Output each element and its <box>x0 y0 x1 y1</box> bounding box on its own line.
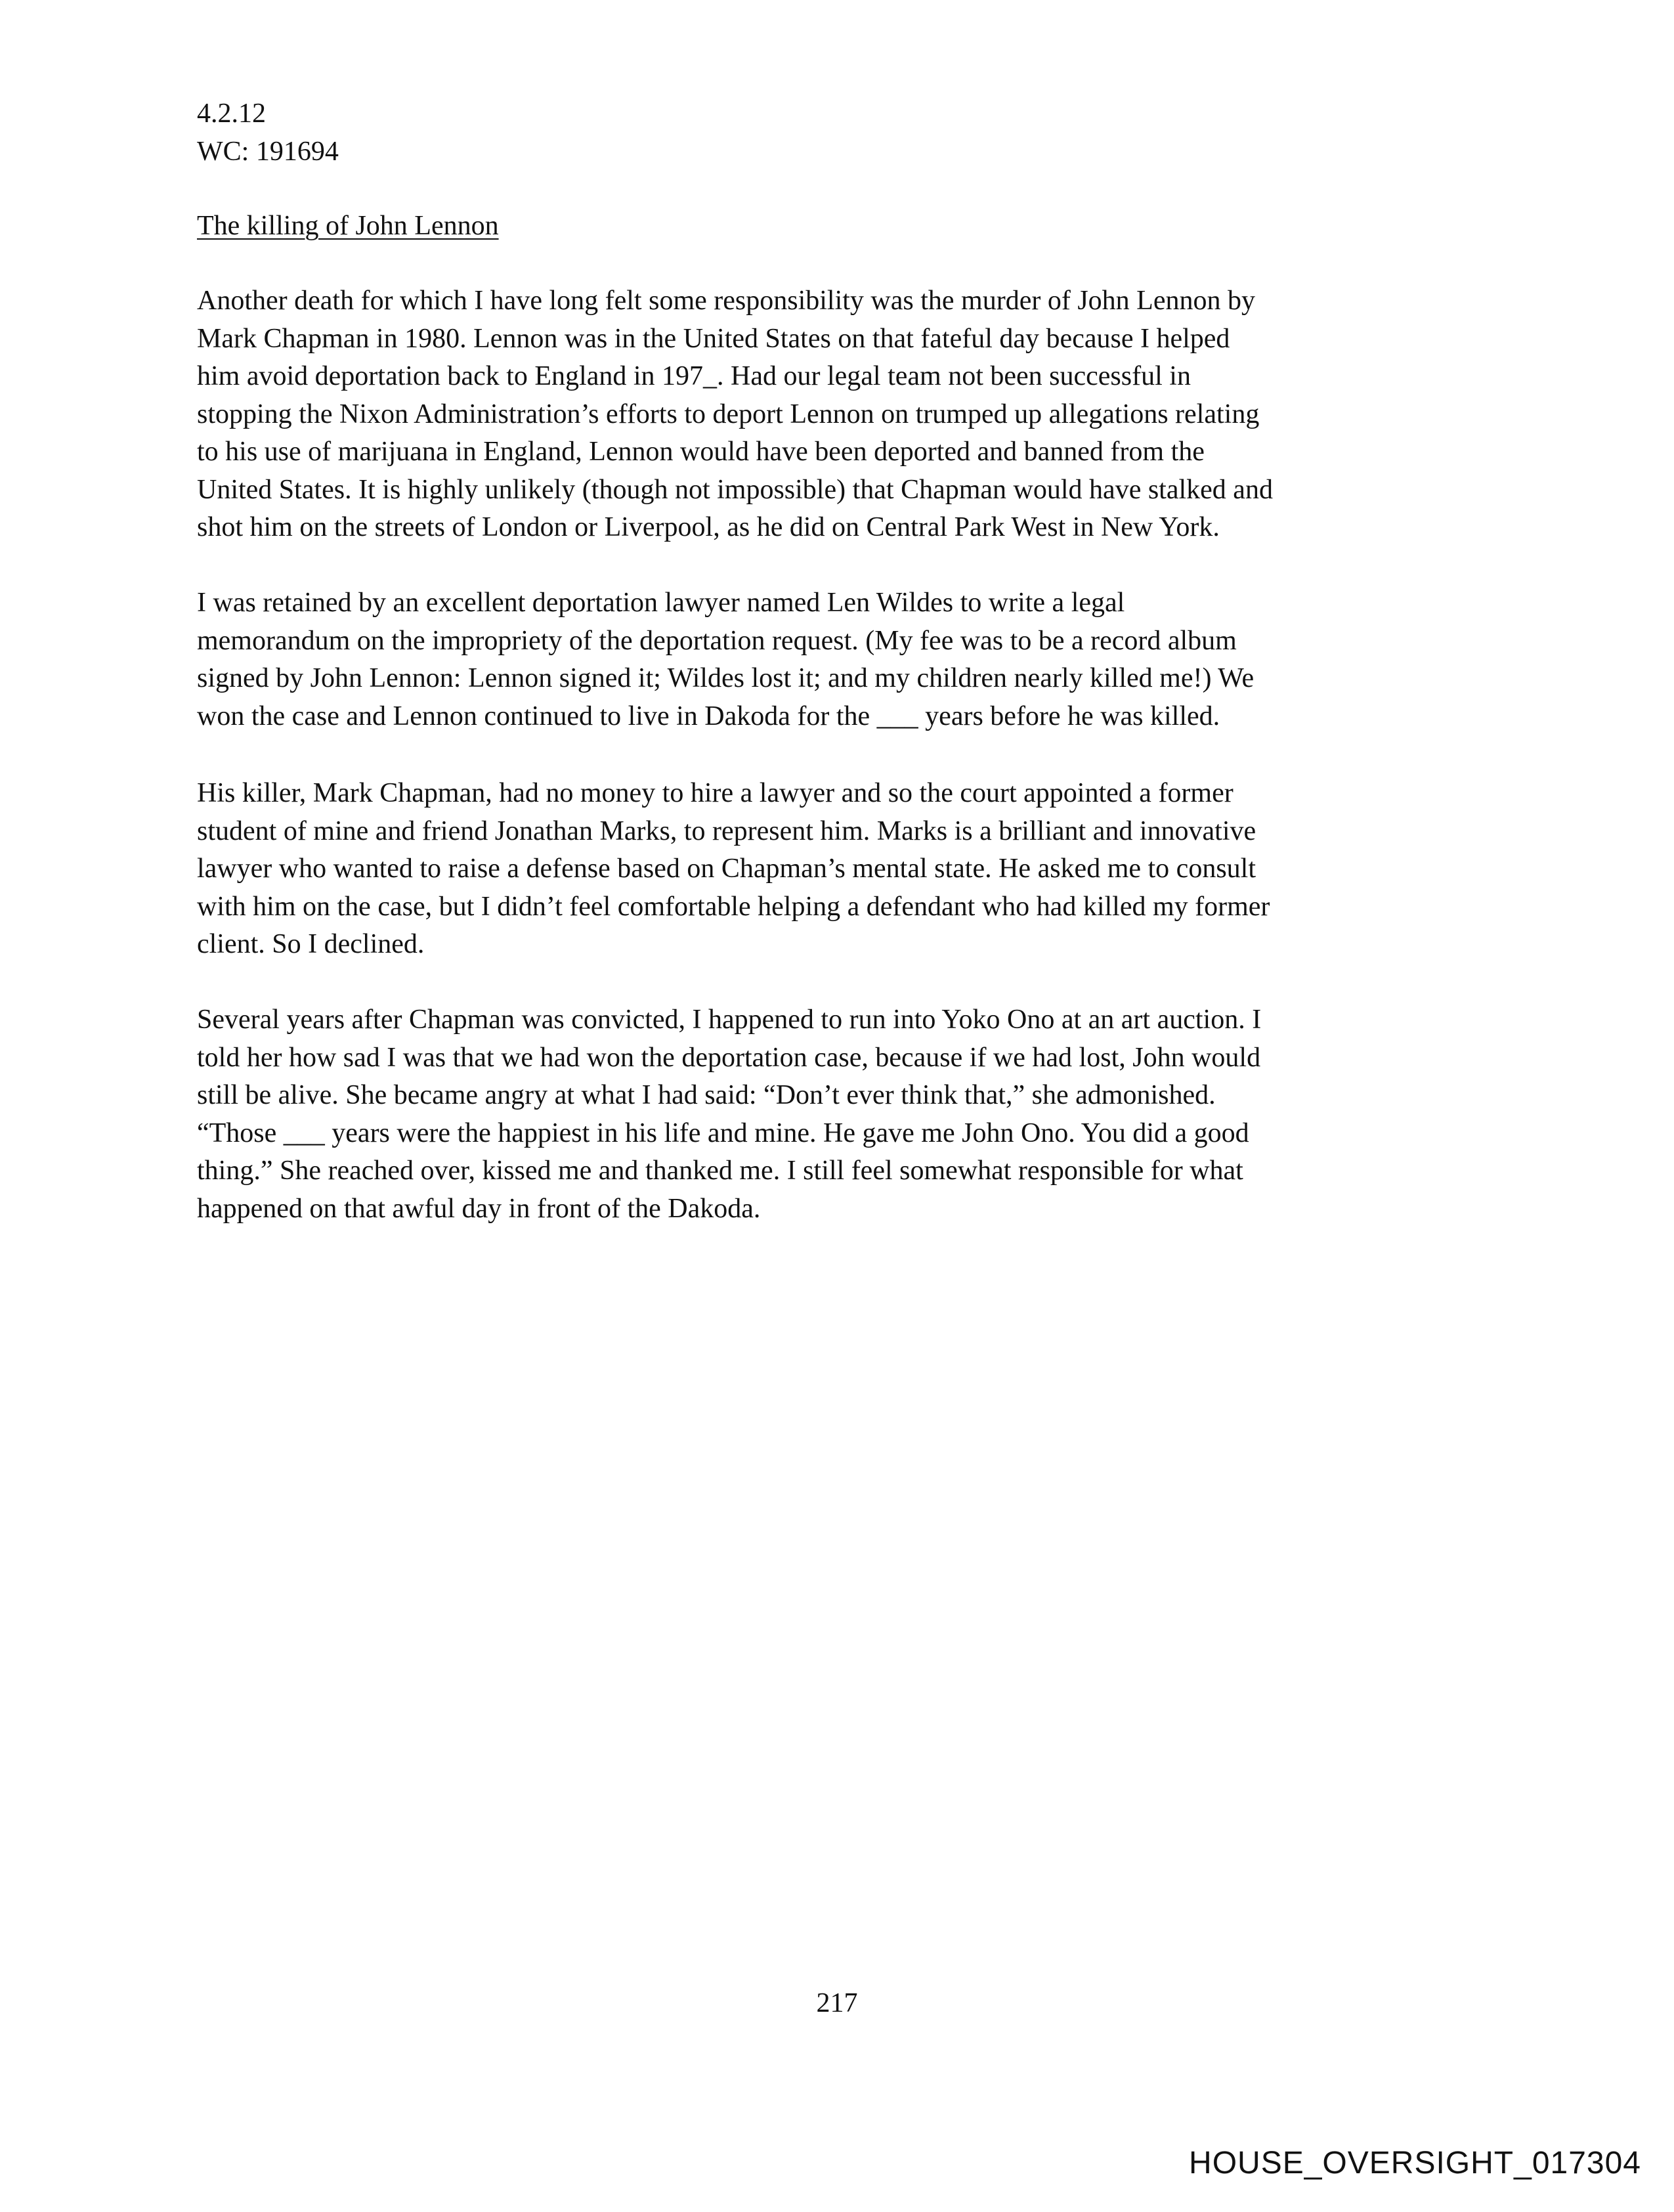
paragraph-line: signed by John Lennon: Lennon signed it; Wildes lost it; and my children nearly killed me!) We <box>197 663 1255 693</box>
paragraph-line: Another death for which I have long felt some responsibility was the murder of John Lennon by <box>197 286 1255 316</box>
bates-number: HOUSE_OVERSIGHT_017304 <box>1189 2146 1641 2180</box>
paragraph-line: with him on the case, but I didn’t feel comfortable helping a defendant who had killed my former <box>197 891 1270 922</box>
paragraph-line: “Those ___ years were the happiest in his life and mine. He gave me John Ono. You did a good <box>197 1117 1249 1148</box>
paragraph-line: thing.” She reached over, kissed me and thanked me. I still feel somewhat responsible for what <box>197 1156 1243 1186</box>
paragraph-line: United States. It is highly unlikely (though not impossible) that Chapman would have stalked and <box>197 474 1273 505</box>
paragraph-line: still be alive. She became angry at what I had said: “Don’t ever think that,” she admonished. <box>197 1080 1216 1110</box>
document-date: 4.2.12 <box>197 98 266 129</box>
paragraph-3 <box>197 775 1497 964</box>
page-number: 217 <box>816 1988 858 2018</box>
paragraph-line: shot him on the streets of London or Liverpool, as he did on Central Park West in New York. <box>197 512 1220 542</box>
paragraph-line: happened on that awful day in front of the Dakoda. <box>197 1193 761 1224</box>
paragraph-line: won the case and Lennon continued to live in Dakoda for the ___ years before he was killed. <box>197 701 1220 731</box>
paragraph-line: I was retained by an excellent deportation lawyer named Len Wildes to write a legal <box>197 588 1125 618</box>
paragraph-line: student of mine and friend Jonathan Marks, to represent him. Marks is a brilliant and innovative <box>197 815 1256 846</box>
paragraph-2 <box>197 584 1497 735</box>
section-title: The killing of John Lennon <box>197 211 499 241</box>
paragraph-line: Mark Chapman in 1980. Lennon was in the United States on that fateful day because I helped <box>197 323 1230 354</box>
paragraph-4 <box>197 1001 1497 1228</box>
word-count: WC: 191694 <box>197 136 339 167</box>
paragraph-1 <box>197 282 1497 547</box>
paragraph-line: him avoid deportation back to England in 197_. Had our legal team not been successful in <box>197 361 1191 391</box>
paragraph-line: lawyer who wanted to raise a defense based on Chapman’s mental state. He asked me to consult <box>197 854 1256 884</box>
paragraph-line: told her how sad I was that we had won the deportation case, because if we had lost, John would <box>197 1042 1261 1073</box>
paragraph-line: to his use of marijuana in England, Lennon would have been deported and banned from the <box>197 437 1205 467</box>
paragraph-line: Several years after Chapman was convicted, I happened to run into Yoko Ono at an art auction. I <box>197 1005 1262 1035</box>
paragraph-line: client. So I declined. <box>197 929 425 959</box>
paragraph-line: memorandum on the impropriety of the deportation request. (My fee was to be a record album <box>197 625 1237 656</box>
document-header <box>197 95 1497 171</box>
paragraph-line: stopping the Nixon Administration’s efforts to deport Lennon on trumped up allegations relating <box>197 399 1260 429</box>
paragraph-line: His killer, Mark Chapman, had no money to hire a lawyer and so the court appointed a former <box>197 778 1234 808</box>
